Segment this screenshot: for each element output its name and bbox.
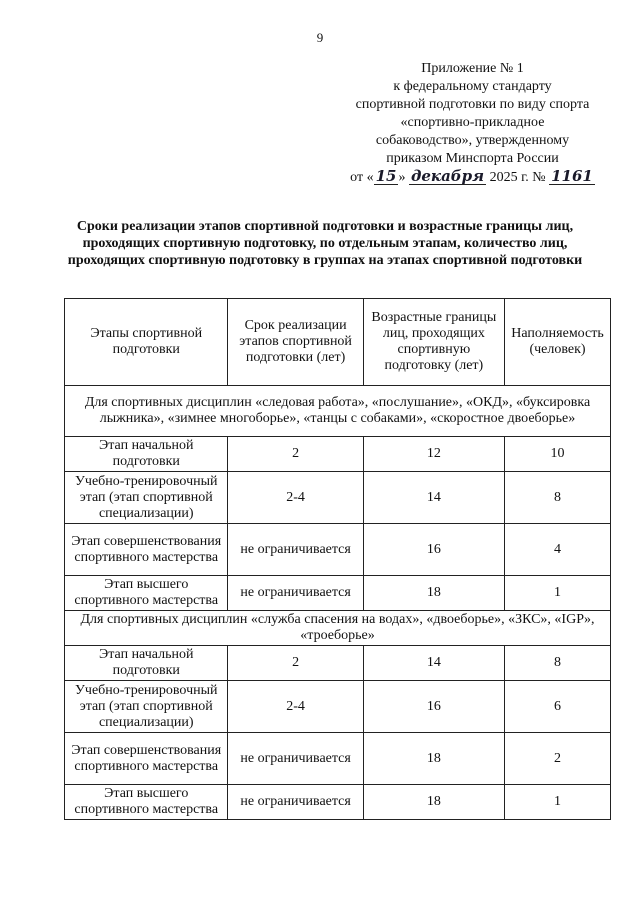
count-cell: 1 bbox=[505, 785, 611, 820]
term-cell: не ограничивается bbox=[228, 733, 363, 785]
age-cell: 18 bbox=[363, 733, 504, 785]
count-cell: 10 bbox=[505, 437, 611, 472]
age-cell: 18 bbox=[363, 785, 504, 820]
table-row bbox=[65, 733, 611, 785]
page-number: 9 bbox=[316, 30, 324, 45]
age-cell: 16 bbox=[363, 681, 504, 733]
count-cell: 4 bbox=[505, 524, 611, 576]
age-cell: 18 bbox=[363, 576, 504, 611]
count-cell: 1 bbox=[505, 576, 611, 611]
stage-cell: Этап совершенствования спортивного мастерства bbox=[65, 524, 228, 576]
document-title: Сроки реализации этапов спортивной подготовки и возрастные границы лиц, проходящих спортивную подготовку, по отдельным этапам, количество лиц, проходящих спортивную подготовку в группах на этапах спортивной подготовки bbox=[67, 219, 583, 268]
age-cell: 16 bbox=[363, 524, 504, 576]
table-row bbox=[65, 646, 611, 681]
stage-cell: Учебно-тренировочный этап (этап спортивной специализации) bbox=[65, 681, 228, 733]
order-date-line bbox=[345, 168, 600, 187]
stage-cell: Этап совершенствования спортивного мастерства bbox=[65, 733, 228, 785]
stage-cell: Этап начальной подготовки bbox=[65, 646, 228, 681]
stage-cell: Этап высшего спортивного мастерства bbox=[65, 785, 228, 820]
date-quote: » bbox=[398, 170, 406, 185]
header-age: Возрастные границы лиц, проходящих спортивную подготовку (лет) bbox=[363, 299, 504, 386]
section-row bbox=[65, 386, 611, 437]
appendix-line: к федеральному стандарту bbox=[393, 79, 552, 94]
term-cell: 2 bbox=[228, 437, 363, 472]
age-cell: 12 bbox=[363, 437, 504, 472]
table-row bbox=[65, 472, 611, 524]
count-cell: 6 bbox=[505, 681, 611, 733]
term-cell: не ограничивается bbox=[228, 524, 363, 576]
term-cell: 2-4 bbox=[228, 681, 363, 733]
age-cell: 14 bbox=[363, 472, 504, 524]
table-header-row bbox=[65, 299, 611, 386]
table-row bbox=[65, 576, 611, 611]
age-cell: 14 bbox=[363, 646, 504, 681]
handwritten-day: 15 bbox=[375, 167, 397, 185]
table-row bbox=[65, 437, 611, 472]
appendix-line: приказом Минспорта России bbox=[386, 151, 559, 166]
stage-cell: Этап начальной подготовки bbox=[65, 437, 228, 472]
stage-cell: Учебно-тренировочный этап (этап спортивной специализации) bbox=[65, 472, 228, 524]
appendix-line: «спортивно-прикладное bbox=[400, 115, 545, 130]
term-cell: не ограничивается bbox=[228, 785, 363, 820]
count-cell: 2 bbox=[505, 733, 611, 785]
count-cell: 8 bbox=[505, 472, 611, 524]
term-cell: 2-4 bbox=[228, 472, 363, 524]
term-cell: 2 bbox=[228, 646, 363, 681]
section-row bbox=[65, 611, 611, 646]
appendix-line: спортивной подготовки по виду спорта bbox=[355, 97, 590, 112]
date-prefix: от « bbox=[350, 170, 374, 185]
section-heading-1: Для спортивных дисциплин «следовая работа», «послушание», «ОКД», «буксировка лыжника», «зимнее многоборье», «танцы с собаками», «скоростное двоеборье» bbox=[65, 386, 611, 437]
table-row bbox=[65, 524, 611, 576]
date-year: 2025 г. № bbox=[489, 170, 546, 185]
handwritten-order-number: 1161 bbox=[551, 167, 593, 185]
term-cell: не ограничивается bbox=[228, 576, 363, 611]
count-cell: 8 bbox=[505, 646, 611, 681]
table-row bbox=[65, 681, 611, 733]
header-count: Наполняемость (человек) bbox=[505, 299, 611, 386]
header-stages: Этапы спортивной подготовки bbox=[65, 299, 228, 386]
stages-table bbox=[64, 298, 611, 820]
header-term: Срок реализации этапов спортивной подготовки (лет) bbox=[228, 299, 363, 386]
handwritten-month: декабря bbox=[410, 167, 485, 185]
appendix-line: собаководство», утвержденному bbox=[375, 133, 570, 148]
appendix-line: Приложение № 1 bbox=[421, 61, 524, 76]
section-heading-2: Для спортивных дисциплин «служба спасения на водах», «двоеборье», «ЗКС», «IGP», «троеборье» bbox=[65, 611, 611, 646]
stage-cell: Этап высшего спортивного мастерства bbox=[65, 576, 228, 611]
appendix-block bbox=[345, 60, 600, 187]
table-row bbox=[65, 785, 611, 820]
